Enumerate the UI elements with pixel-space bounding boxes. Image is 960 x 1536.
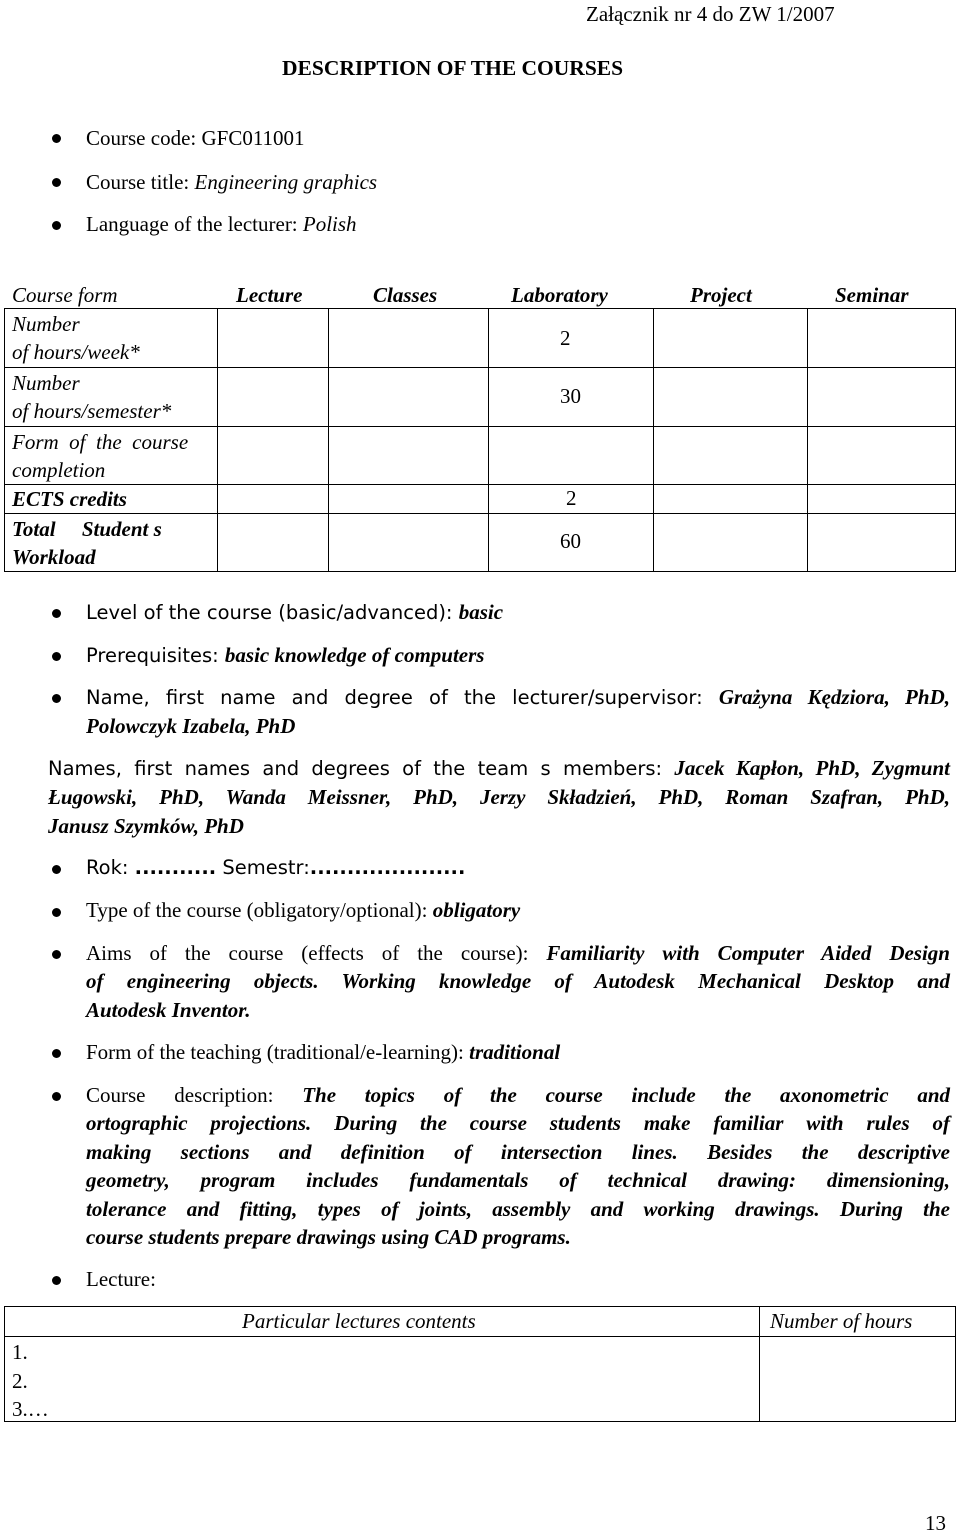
bullet-icon xyxy=(52,178,61,187)
table-rule xyxy=(955,308,956,572)
bullet-icon xyxy=(52,694,61,703)
table-rule xyxy=(217,308,218,572)
description-line-2: ortographic projections. During the course students make familiar with rules of xyxy=(86,1111,950,1135)
bullet-icon xyxy=(52,134,61,143)
lecture-row-number: 3.… xyxy=(12,1397,49,1421)
prerequisites: Prerequisites: basic knowledge of computers xyxy=(86,643,485,667)
description-line-4: geometry, program includes fundamentals of technical drawing: dimensioning, xyxy=(86,1168,950,1192)
table-rule xyxy=(4,484,956,485)
col-header-laboratory: Laboratory xyxy=(511,283,608,307)
description-line-1: Course description: The topics of the course include the axonometric and xyxy=(86,1083,950,1107)
lecture-row-number: 2. xyxy=(12,1369,28,1393)
year-semester: Rok: ........... Semestr:..................... xyxy=(86,856,466,879)
bullet-icon xyxy=(52,865,61,874)
lecture-label: Lecture: xyxy=(86,1267,156,1291)
course-code: Course code: GFC011001 xyxy=(86,126,305,150)
table-rule xyxy=(4,367,956,368)
col-header-seminar: Seminar xyxy=(835,283,909,307)
table-rule xyxy=(4,308,5,572)
lecture-row-number: 1. xyxy=(12,1340,28,1364)
bullet-icon xyxy=(52,1049,61,1058)
table-rule xyxy=(488,308,489,572)
bullet-icon xyxy=(52,609,61,618)
course-title: Course title: Engineering graphics xyxy=(86,170,378,194)
aims-line-1: Aims of the course (effects of the course): Familiarity with Computer Aided Design xyxy=(86,941,950,965)
course-language: Language of the lecturer: Polish xyxy=(86,212,357,236)
course-level: Level of the course (basic/advanced): basic xyxy=(86,600,504,624)
row-label-completion: Form of the course completion xyxy=(12,430,189,482)
row-label-hours-week: Number of hours/week* xyxy=(12,312,140,364)
col-header-project: Project xyxy=(690,283,752,307)
classes-ects: 2 xyxy=(566,486,577,510)
team-line-3: Janusz Szymków, PhD xyxy=(48,814,244,838)
row-label-hours-semester: Number of hours/semester* xyxy=(12,371,172,423)
table-rule xyxy=(4,1421,956,1422)
col-header-lecture-contents: Particular lectures contents xyxy=(242,1309,476,1333)
bullet-icon xyxy=(52,652,61,661)
description-line-3: making sections and definition of intersection lines. Besides the descriptive xyxy=(86,1140,950,1164)
table-rule xyxy=(4,1306,956,1307)
col-header-lecture: Lecture xyxy=(236,283,303,307)
description-line-5: tolerance and fitting, types of joints, assembly and working drawings. During the xyxy=(86,1197,950,1221)
aims-line-3: Autodesk Inventor. xyxy=(86,998,251,1022)
table-rule xyxy=(4,1336,956,1337)
table-rule xyxy=(4,426,956,427)
team-line-2: Ługowski, PhD, Wanda Meissner, PhD, Jerzy Składzień, PhD, Roman Szafran, PhD, xyxy=(48,785,950,809)
col-header-number-of-hours: Number of hours xyxy=(770,1309,913,1333)
bullet-icon xyxy=(52,1092,61,1101)
row-label-workload: Total Student s Workload xyxy=(12,517,162,569)
classes-workload: 60 xyxy=(560,529,581,553)
classes-hours-semester: 30 xyxy=(560,384,581,408)
col-header-course-form: Course form xyxy=(12,283,118,307)
table-rule xyxy=(759,1306,760,1422)
aims-line-2: of engineering objects. Working knowledge of Autodesk Mechanical Desktop and xyxy=(86,969,950,993)
team-line-1: Names, first names and degrees of the team s members: Jacek Kapłon, PhD, Zygmunt xyxy=(48,756,950,780)
description-line-6: course students prepare drawings using CAD programs. xyxy=(86,1225,571,1249)
table-rule xyxy=(4,513,956,514)
table-rule xyxy=(328,308,329,572)
course-type: Type of the course (obligatory/optional): obligatory xyxy=(86,898,521,922)
bullet-icon xyxy=(52,1276,61,1285)
lecture-table xyxy=(4,1306,956,1422)
table-rule xyxy=(4,308,956,309)
bullet-icon xyxy=(52,950,61,959)
bullet-icon xyxy=(52,221,61,230)
lecturer-line-2: Polowczyk Izabela, PhD xyxy=(86,714,296,738)
page-number: 13 xyxy=(925,1511,946,1535)
bullet-icon xyxy=(52,908,61,917)
teaching-form: Form of the teaching (traditional/e-learning): traditional xyxy=(86,1040,561,1064)
page-title: DESCRIPTION OF THE COURSES xyxy=(282,56,624,80)
lecturer-line-1: Name, first name and degree of the lecturer/supervisor: Grażyna Kędziora, PhD, xyxy=(86,685,950,709)
table-rule xyxy=(4,571,956,572)
row-label-ects: ECTS credits xyxy=(12,487,127,511)
col-header-classes: Classes xyxy=(373,283,438,307)
table-rule xyxy=(4,1306,5,1422)
annex-label: Załącznik nr 4 do ZW 1/2007 xyxy=(586,2,835,26)
classes-hours-week: 2 xyxy=(560,326,571,350)
table-rule xyxy=(653,308,654,572)
table-rule xyxy=(807,308,808,572)
course-form-table xyxy=(4,280,956,572)
table-rule xyxy=(955,1306,956,1422)
